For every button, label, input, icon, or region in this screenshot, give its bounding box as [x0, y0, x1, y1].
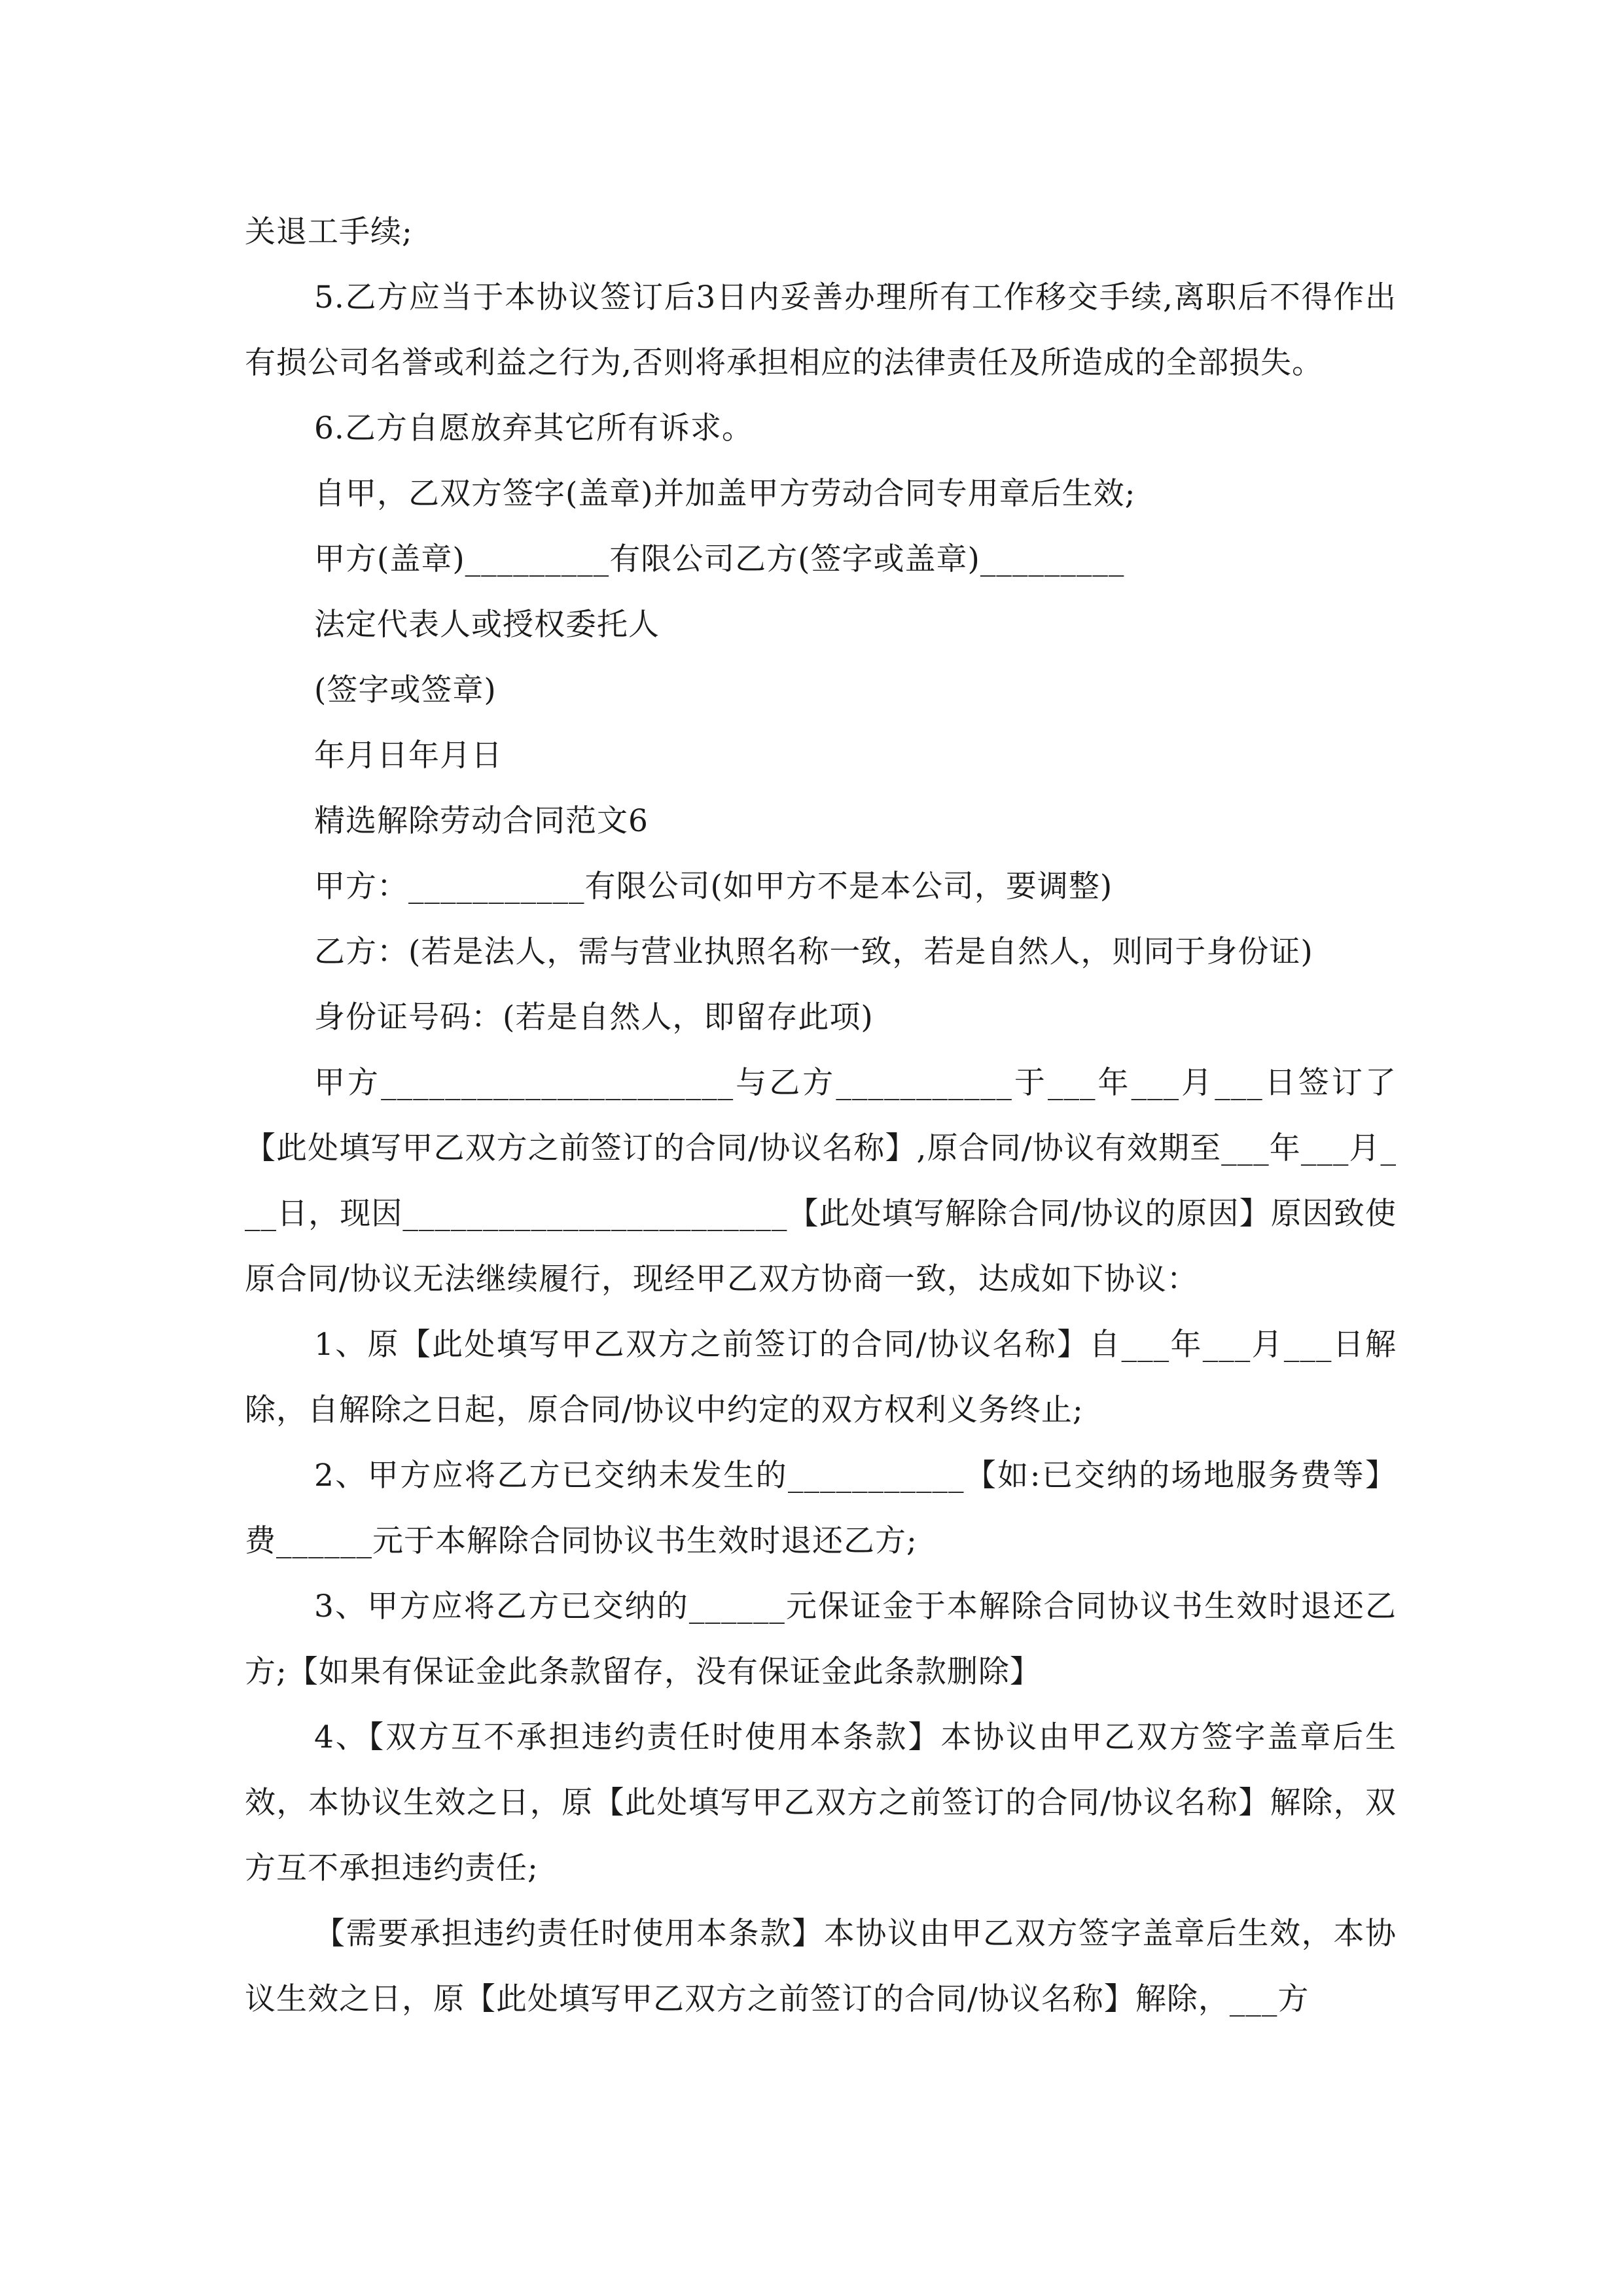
paragraph-article-4-alt: 【需要承担违约责任时使用本条款】本协议由甲乙双方签字盖章后生效，本协议生效之日，原【此处填写甲乙双方之前签订的合同/协议名称】解除，___方 — [245, 1916, 1397, 2017]
paragraph-article-4: 4、【双方互不承担违约责任时使用本条款】本协议由甲乙双方签字盖章后生效，本协议生效之日，原【此处填写甲乙双方之前签订的合同/协议名称】解除，双方互不承担违约责任; — [245, 1719, 1397, 1886]
paragraph-continuation: 关退工手续; — [245, 214, 413, 250]
paragraph-article-1: 1、原【此处填写甲乙双方之前签订的合同/协议名称】自___年___月___日解除，自解除之日起，原合同/协议中约定的双方权利义务终止; — [245, 1327, 1397, 1428]
paragraph-clause-5: 5.乙方应当于本协议签订后3日内妥善办理所有工作移交手续,离职后不得作出有损公司名誉或利益之行为,否则将承担相应的法律责任及所造成的全部损失。 — [245, 279, 1397, 381]
paragraph-effective: 自甲，乙双方签字(盖章)并加盖甲方劳动合同专用章后生效; — [314, 476, 1136, 512]
document-body — [245, 200, 1397, 2032]
paragraph-article-3: 3、甲方应将乙方已交纳的______元保证金于本解除合同协议书生效时退还乙方;【如果有保证金此条款留存，没有保证金此条款删除】 — [245, 1588, 1397, 1690]
paragraph-clause-6: 6.乙方自愿放弃其它所有诉求。 — [314, 410, 753, 446]
paragraph-preamble: 甲方______________________与乙方___________于___年___月___日签订了【此处填写甲乙双方之前签订的合同/协议名称】,原合同/协议有效期至___年___月___日，现因________________________【此处填写解除合同/协议的原因】原因致使原合同/协议无法继续履行，现经甲乙双方协商一致，达成如下协议： — [245, 1065, 1397, 1297]
paragraph-dates: 年月日年月日 — [314, 738, 503, 774]
paragraph-legal-rep: 法定代表人或授权委托人 — [314, 607, 660, 643]
paragraph-party-a: 甲方：___________有限公司(如甲方不是本公司，要调整) — [314, 869, 1113, 905]
paragraph-sign-seal: (签字或签章) — [314, 672, 497, 708]
paragraph-article-2: 2、甲方应将乙方已交纳未发生的___________【如:已交纳的场地服务费等】费______元于本解除合同协议书生效时退还乙方; — [245, 1458, 1397, 1559]
section-title: 精选解除劳动合同范文6 — [314, 803, 649, 839]
paragraph-id-number: 身份证号码：(若是自然人，即留存此项) — [314, 999, 874, 1035]
paragraph-signature-parties: 甲方(盖章)_________有限公司乙方(签字或盖章)_________ — [314, 541, 1125, 577]
paragraph-party-b: 乙方：(若是法人，需与营业执照名称一致，若是自然人，则同于身份证) — [314, 934, 1313, 970]
